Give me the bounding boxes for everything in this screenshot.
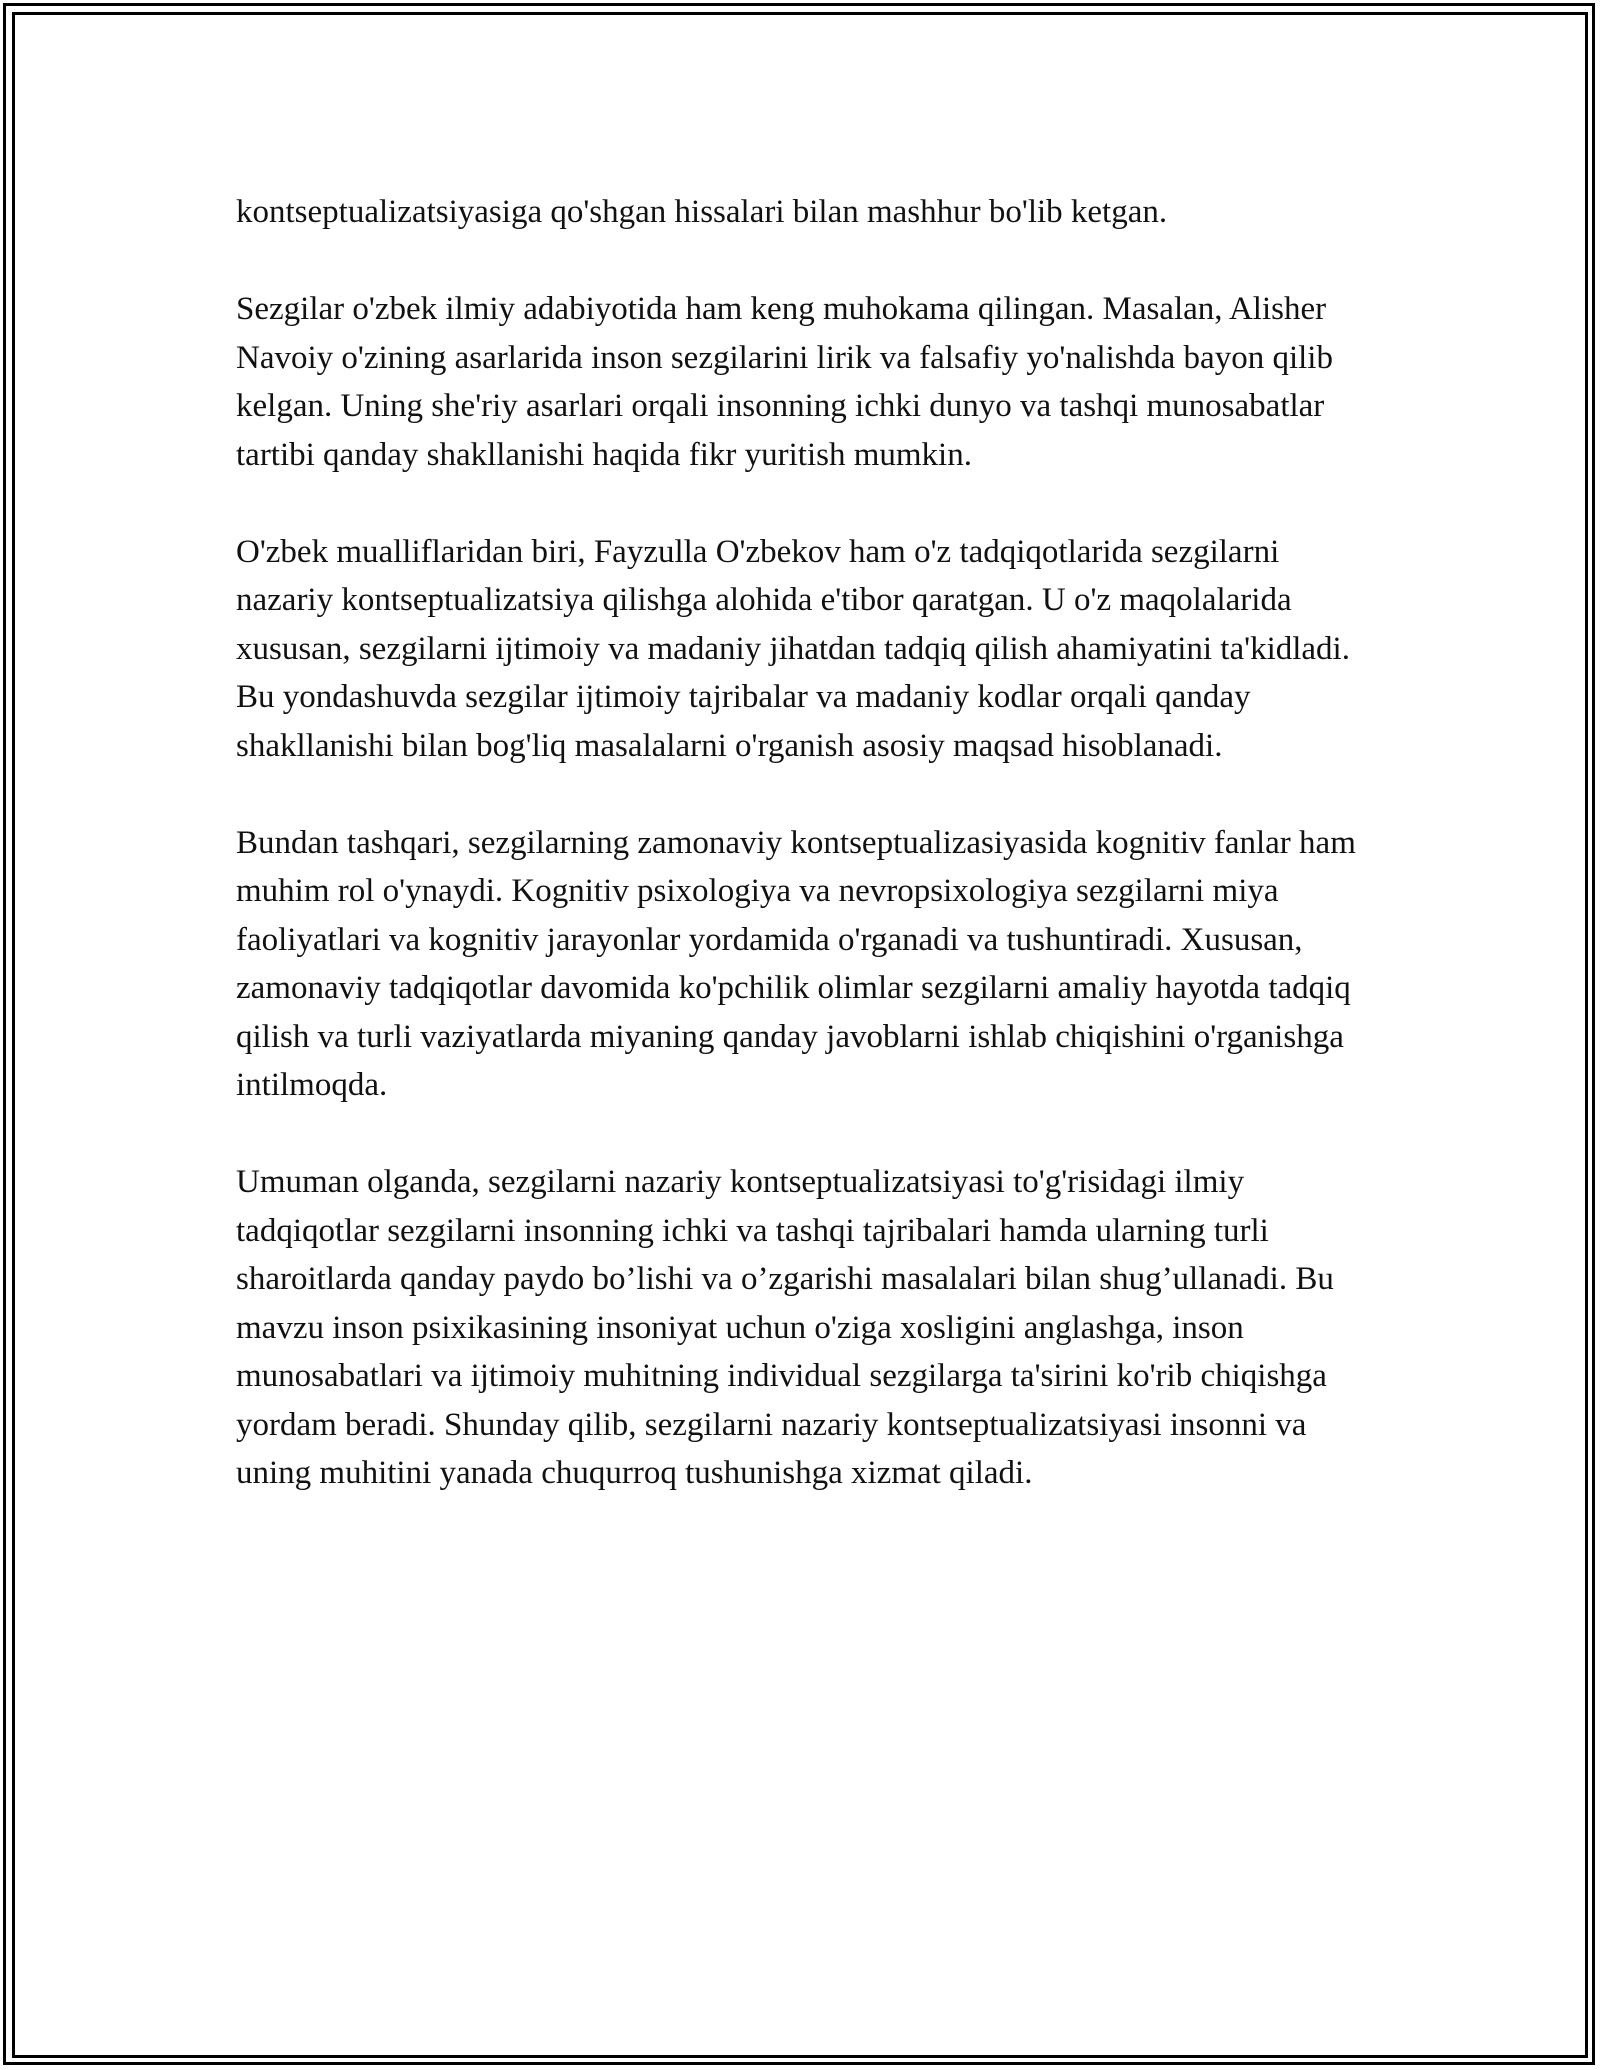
document-body bbox=[236, 188, 1384, 1546]
paragraph-1: kontseptualizatsiyasiga qo'shgan hissalari bilan mashhur bo'lib ketgan. bbox=[236, 194, 1168, 230]
paragraph-3: O'zbek mualliflaridan biri, Fayzulla O'zbekov ham o'z tadqiqotlarida sezgilarni nazariy kontseptualizatsiya qilishga alohida e'tibor qaratgan. U o'z maqolalarida xususan, sezgilarni ijtimoiy va madaniy jihatdan tadqiq qilish ahamiyatini ta'kidladi. Bu yondashuvda sezgilar ijtimoiy tajribalar va madaniy kodlar orqali qanday shakllanishi bilan bog'liq masalalarni o'rganish asosiy maqsad hisoblanadi. bbox=[236, 533, 1350, 764]
paragraph-4: Bundan tashqari, sezgilarning zamonaviy kontseptualizasiyasida kognitiv fanlar ham muhim rol o'ynaydi. Kognitiv psixologiya va nevropsixologiya sezgilarni miya faoliyatlari va kognitiv jarayonlar yordamida o'rganadi va tushuntiradi. Xususan, zamonaviy tadqiqotlar davomida ko'pchilik olimlar sezgilarni amaliy hayotda tadqiq qilish va turli vaziyatlarda miyaning qanday javoblarni ishlab chiqishini o'rganishga intilmoqda. bbox=[236, 824, 1356, 1103]
paragraph-2: Sezgilar o'zbek ilmiy adabiyotida ham keng muhokama qilingan. Masalan, Alisher Navoiy o'zining asarlarida inson sezgilarini lirik va falsafiy yo'nalishda bayon qilib kelgan. Uning she'riy asarlari orqali insonning ichki dunyo va tashqi munosabatlar tartibi qanday shakllanishi haqida fikr yuritish mumkin. bbox=[236, 291, 1333, 473]
paragraph-5: Umuman olganda, sezgilarni nazariy kontseptualizatsiyasi to'g'risidagi ilmiy tadqiqotlar sezgilarni insonning ichki va tashqi tajribalari hamda ularning turli sharoitlarda qanday paydo bo’lishi va o’zgarishi masalalari bilan shug’ullanadi. Bu mavzu inson psixikasining insoniyat uchun o'ziga xosligini anglashga, inson munosabatlari va ijtimoiy muhitning individual sezgilarga ta'sirini ko'rib chiqishga yordam beradi. Shunday qilib, sezgilarni nazariy kontseptualizatsiyasi insonni va uning muhitini yanada chuqurroq tushunishga xizmat qiladi. bbox=[236, 1164, 1334, 1491]
